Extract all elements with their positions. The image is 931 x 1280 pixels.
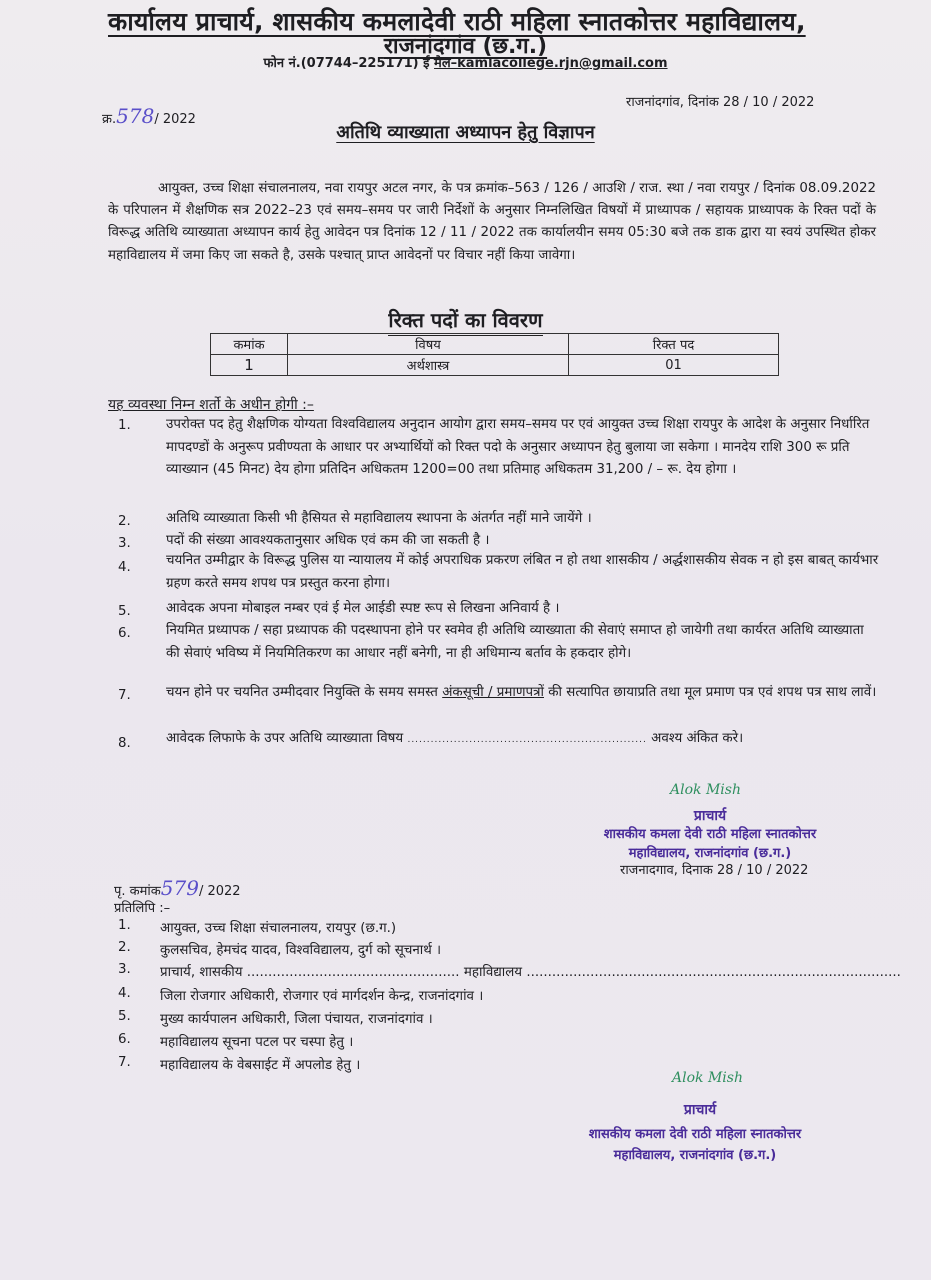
signature-designation: प्राचार्य: [683, 1102, 717, 1118]
letter-reference: क्र.578/ 2022: [102, 104, 196, 128]
vacancy-table: [210, 333, 779, 376]
stamp-institution-line2: महाविद्यालय, राजनांदगांव (छ.ग.): [628, 846, 792, 861]
office-title: कार्यालय प्राचार्य, शासकीय कमलादेवी राठी महिला स्नातकोत्तर महाविद्यालय,: [108, 7, 806, 36]
signature-designation: प्राचार्य: [693, 808, 727, 824]
stamp-institution-line1: शासकीय कमला देवी राठी महिला स्नातकोत्तर: [603, 827, 817, 842]
stamp-institution-line2: महाविद्यालय, राजनांदगांव (छ.ग.): [613, 1148, 777, 1163]
vacancy-title: रिक्त पदों का विवरण: [0, 306, 931, 333]
document-page: कार्यालय प्राचार्य, शासकीय कमलादेवी राठी महिला स्नातकोत्तर महाविद्यालय, राजनांदगांव (छ.ग.) फोन नं.(07744–225171) ई मेल–kamlacollege.rjn@gmail.com क्र.578/ 2022 राजनांदगांव, दिनांक 28 / 10 / 2022 अतिथि व्याख्याता अध्यापन हेतु विज्ञापन आयुक्त, उच्च शिक्षा संचालनालय, नवा रायपुर अटल नगर, के पत्र क्रमांक–563 / 126 / आउशि / राज. स्था / नवा रायपुर / दिनांक 08.09.2022 के परिपालन में शैक्षणिक सत्र 2022–23 एवं समय–समय पर जारी निर्देशों के अनुसार निम्नलिखित विषयों में प्राध्यापक / सहायक प्राध्यापक के रिक्त पदों के विरूद्ध अतिथि व्याख्याता अध्यापन कार्य हेतु आवेदन पत्र दिनांक 12 / 11 / 2022 तक कार्यालयीन समय 05:30 बजे तक डाक द्वारा या स्वयं उपस्थित होकर महाविद्यालय में जमा किए जा सकते है, उसके पश्चात् प्राप्त आवेदनों पर विचार नहीं किया जावेगा। रिक्त पदों का विवरण कमांक विषय रिक्त पद 1 अर्थशास्त्र 01 यह व्यवस्था निम्न शर्तो के अधीन होगी :– 1. उपरोक्त पद हेतु शैक्षणिक योग्यता विश्वविद्यालय अनुदान आयोग द्वारा समय–समय पर एवं आयुक्त उच्च शिक्षा रायपुर के आदेश के अनुसार निर्धारित मापदण्डों के अनुरूप प्रवीण्यता के आधार पर अभ्यार्थियों को रिक्त पदो के अनुसार अध्यापन हेतु बुलाया जा सकेगा । मानदेय राशि 300 रू प्रति व्याख्यान (45 मिनट) देय होगा प्रतिदिन अधिकतम 1200=00 तथा प्रतिमाह अधिकतम 31,200 / – रू. देय होगा । 2. अतिथि व्याख्याता किसी भी हैसियत से महाविद्यालय स्थापना के अंतर्गत नहीं माने जायेंगे । 3. पदों की संख्या आवश्यकतानुसार अधिक एवं कम की जा सकती है । 4. चयनित उम्मीद्वार के विरूद्ध पुलिस या न्यायालय में कोई अपराधिक प्रकरण लंबित न हो तथा शासकीय / अर्द्धशासकीय सेवक न हो इस बाबत् कार्यभार ग्रहण करते समय शपथ पत्र प्रस्तुत करना होगा। 5. आवेदक अपना मोबाइल नम्बर एवं ई मेल आईडी स्पष्ट रूप से लिखना अनिवार्य है । 6. नियमित प्रध्यापक / सहा प्रध्यापक की पदस्थापना होने पर स्वमेव ही अतिथि व्याख्याता की सेवाएं समाप्त हो जायेगी तथा कार्यरत अतिथि व्याख्याता की सेवाएं भविष्य में नियमितिकरण का आधार नहीं बनेगी, ना ही अधिमान्य बर्ताव के हकदार होगे। 7. चयन होने पर चयनित उम्मीदवार नियुक्ति के समय समस्त अंकसूची / प्रमाणपत्रों की सत्यापित छायाप्रति तथा मूल प्रमाण पत्र एवं शपथ पत्र साथ लावें। 8. आवेदक लिफाफे के उपर अतिथि व्याख्याता विषय .............................................................. अवश्य अंकित करे। Alok Mish प्राचार्य शासकीय कमला देवी राठी महिला स्नातकोत्तर महाविद्यालय, राजनांदगांव (छ.ग.) राजनादगाव, दिनाक 28 / 10 / 2022 पृ. कमांक579/ 2022 प्रतिलिपि :– 1. आयुक्त, उच्च शिक्षा संचालनालय, रायपुर (छ.ग.) 2. कुलसचिव, हेमचंद यादव, विश्वविद्यालय, दुर्ग को सूचनार्थ । 3. प्राचार्य, शासकीय .................................................. महाविद्यालय ........................................................................................ 4. जिला रोजगार अधिकारी, रोजगार एवं मार्गदर्शन केन्द्र, राजनांदगांव । 5. मुख्य कार्यपालन अधिकारी, जिला पंचायत, राजनांदगांव । 6. महाविद्यालय सूचना पटल पर चस्पा हेतु । 7. महाविद्यालय के वेबसाईट में अपलोड हेतु । Alok Mish प्राचार्य शासकीय कमला देवी राठी महिला स्नातकोत्तर महाविद्यालय, राजनांदगांव (छ.ग.): [0, 0, 931, 1280]
office-city: राजनांदगांव (छ.ग.): [383, 34, 548, 59]
table-cell: अर्थशास्त्र: [288, 355, 569, 376]
place-date: राजनांदगांव, दिनांक 28 / 10 / 2022: [626, 95, 815, 110]
stamp-institution-line1: शासकीय कमला देवी राठी महिला स्नातकोत्तर: [588, 1127, 802, 1142]
table-header-row: [211, 334, 779, 355]
signature-handwritten: Alok Mish: [670, 782, 741, 798]
table-cell: 1: [211, 355, 288, 376]
handwritten-copy-number: 579: [160, 876, 199, 900]
notice-title: अतिथि व्याख्याता अध्यापन हेतु विज्ञापन: [336, 122, 595, 143]
office-contact: [0, 53, 931, 71]
signature-place-date: राजनादगाव, दिनाक 28 / 10 / 2022: [620, 863, 809, 878]
signature-handwritten: Alok Mish: [672, 1070, 743, 1086]
column-header: रिक्त पद: [569, 334, 779, 355]
copy-heading: प्रतिलिपि :–: [114, 901, 171, 916]
table-cell: 01: [569, 355, 779, 376]
handwritten-ref-number: 578: [116, 104, 155, 128]
column-header: विषय: [288, 334, 569, 355]
email-address: मेल–kamlacollege.rjn@gmail.com: [434, 56, 668, 71]
table-row: [211, 355, 779, 376]
copy-reference: पृ. कमांक579/ 2022: [114, 876, 241, 900]
column-header: कमांक: [211, 334, 288, 355]
phone-number: फोन नं.(07744–225171) ई: [263, 56, 435, 71]
conditions-heading: यह व्यवस्था निम्न शर्तो के अधीन होगी :–: [108, 397, 314, 413]
intro-paragraph: आयुक्त, उच्च शिक्षा संचालनालय, नवा रायपुर अटल नगर, के पत्र क्रमांक–563 / 126 / आउशि / राज. स्था / नवा रायपुर / दिनांक 08.09.2022 के परिपालन में शैक्षणिक सत्र 2022–23 एवं समय–समय पर जारी निर्देशों के अनुसार निम्नलिखित विषयों में प्राध्यापक / सहायक प्राध्यापक के रिक्त पदों के विरूद्ध अतिथि व्याख्याता अध्यापन कार्य हेतु आवेदन पत्र दिनांक 12 / 11 / 2022 तक कार्यालयीन समय 05:30 बजे तक डाक द्वारा या स्वयं उपस्थित होकर महाविद्यालय में जमा किए जा सकते है, उसके पश्चात् प्राप्त आवेदनों पर विचार नहीं किया जावेगा।: [108, 181, 876, 263]
